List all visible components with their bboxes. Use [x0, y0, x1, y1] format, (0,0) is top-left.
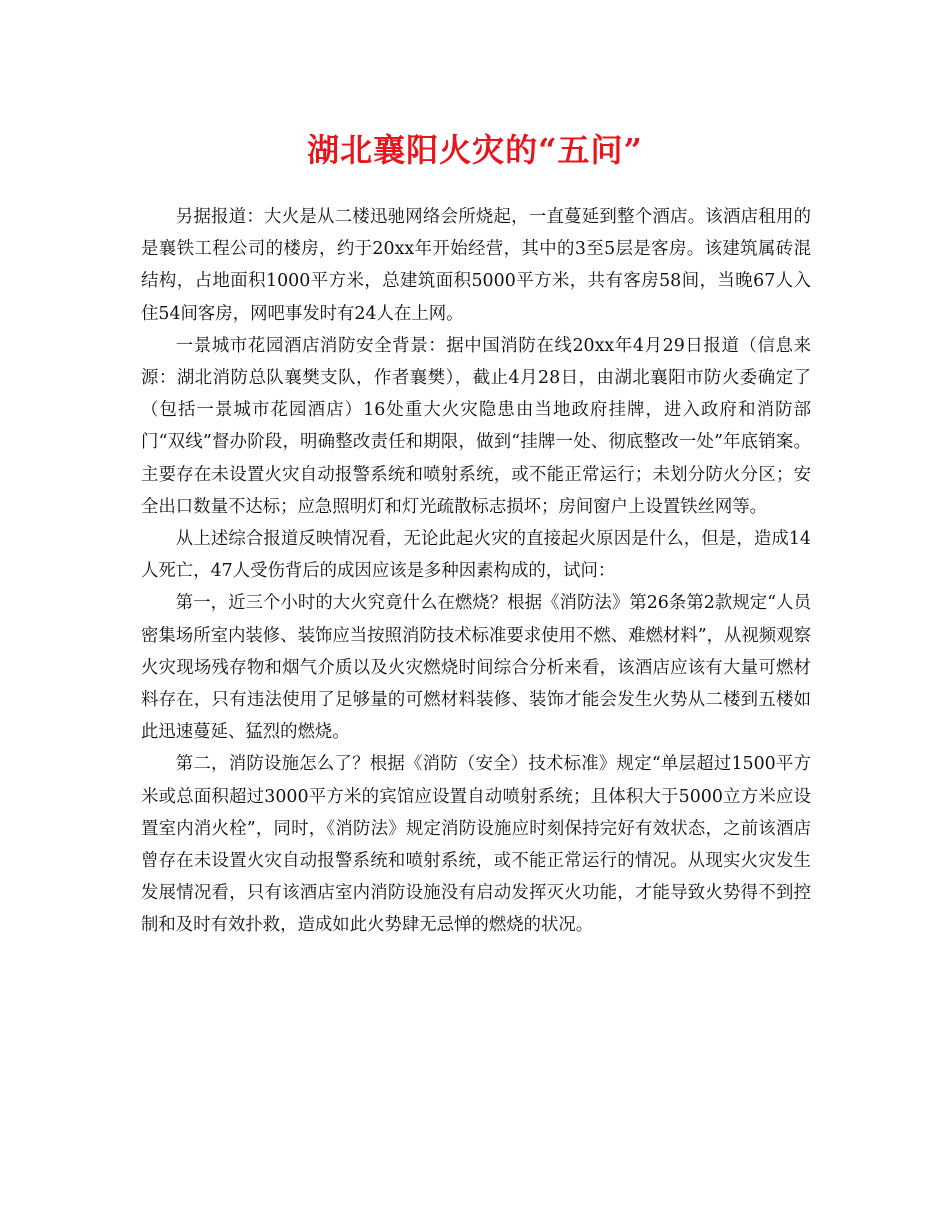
- paragraph-1: 另据报道：大火是从二楼迅驰网络会所烧起，一直蔓延到整个酒店。该酒店租用的是襄铁工程公司的楼房，约于20xx年开始经营，其中的3至5层是客房。该建筑属砖混结构，占地面积1000平方米，总建筑面积5000平方米，共有客房58间，当晚67人入住54间客房，网吧事发时有24人在上网。: [141, 207, 811, 324]
- paragraph-2: 一景城市花园酒店消防安全背景：据中国消防在线20xx年4月29日报道（信息来源：湖北消防总队襄樊支队，作者襄樊），截止4月28日，由湖北襄阳市防火委确定了（包括一景城市花园酒店）16处重大火灾隐患由当地政府挂牌，进入政府和消防部门“双线”督办阶段，明确整改责任和期限，做到“挂牌一处、彻底整改一处”年底销案。主要存在未设置火灾自动报警系统和喷射系统，或不能正常运行；未划分防火分区；安全出口数量不达标；应急照明灯和灯光疏散标志损坏；房间窗户上设置铁丝网等。: [141, 335, 811, 517]
- paragraph-5: 第二，消防设施怎么了？根据《消防（安全）技术标准》规定“单层超过1500平方米或总面积超过3000平方米的宾馆应设置自动喷射系统；且体积大于5000立方米应设置室内消火栓”，同时，《消防法》规定消防设施应时刻保持完好有效状态，之前该酒店曾存在未设置火灾自动报警系统和喷射系统，或不能正常运行的情况。从现实火灾发生发展情况看，只有该酒店室内消防设施没有启动发挥灭火功能，才能导致火势得不到控制和及时有效扑救，造成如此火势肆无忌惮的燃烧的状况。: [141, 754, 811, 936]
- paragraph-3: 从上述综合报道反映情况看，无论此起火灾的直接起火原因是什么，但是，造成14人死亡，47人受伤背后的成因应该是多种因素构成的，试问：: [141, 529, 811, 582]
- paragraph-4: 第一，近三个小时的大火究竟什么在燃烧？根据《消防法》第26条第2款规定“人员密集场所室内装修、装饰应当按照消防技术标准要求使用不燃、难燃材料”，从视频观察火灾现场残存物和烟气介质以及火灾燃烧时间综合分析来看，该酒店应该有大量可燃材料存在，只有违法使用了足够量的可燃材料装修、装饰才能会发生火势从二楼到五楼如此迅速蔓延、猛烈的燃烧。: [141, 593, 811, 743]
- document-body: [141, 201, 811, 942]
- document-title: 湖北襄阳火灾的“五问”: [307, 131, 643, 169]
